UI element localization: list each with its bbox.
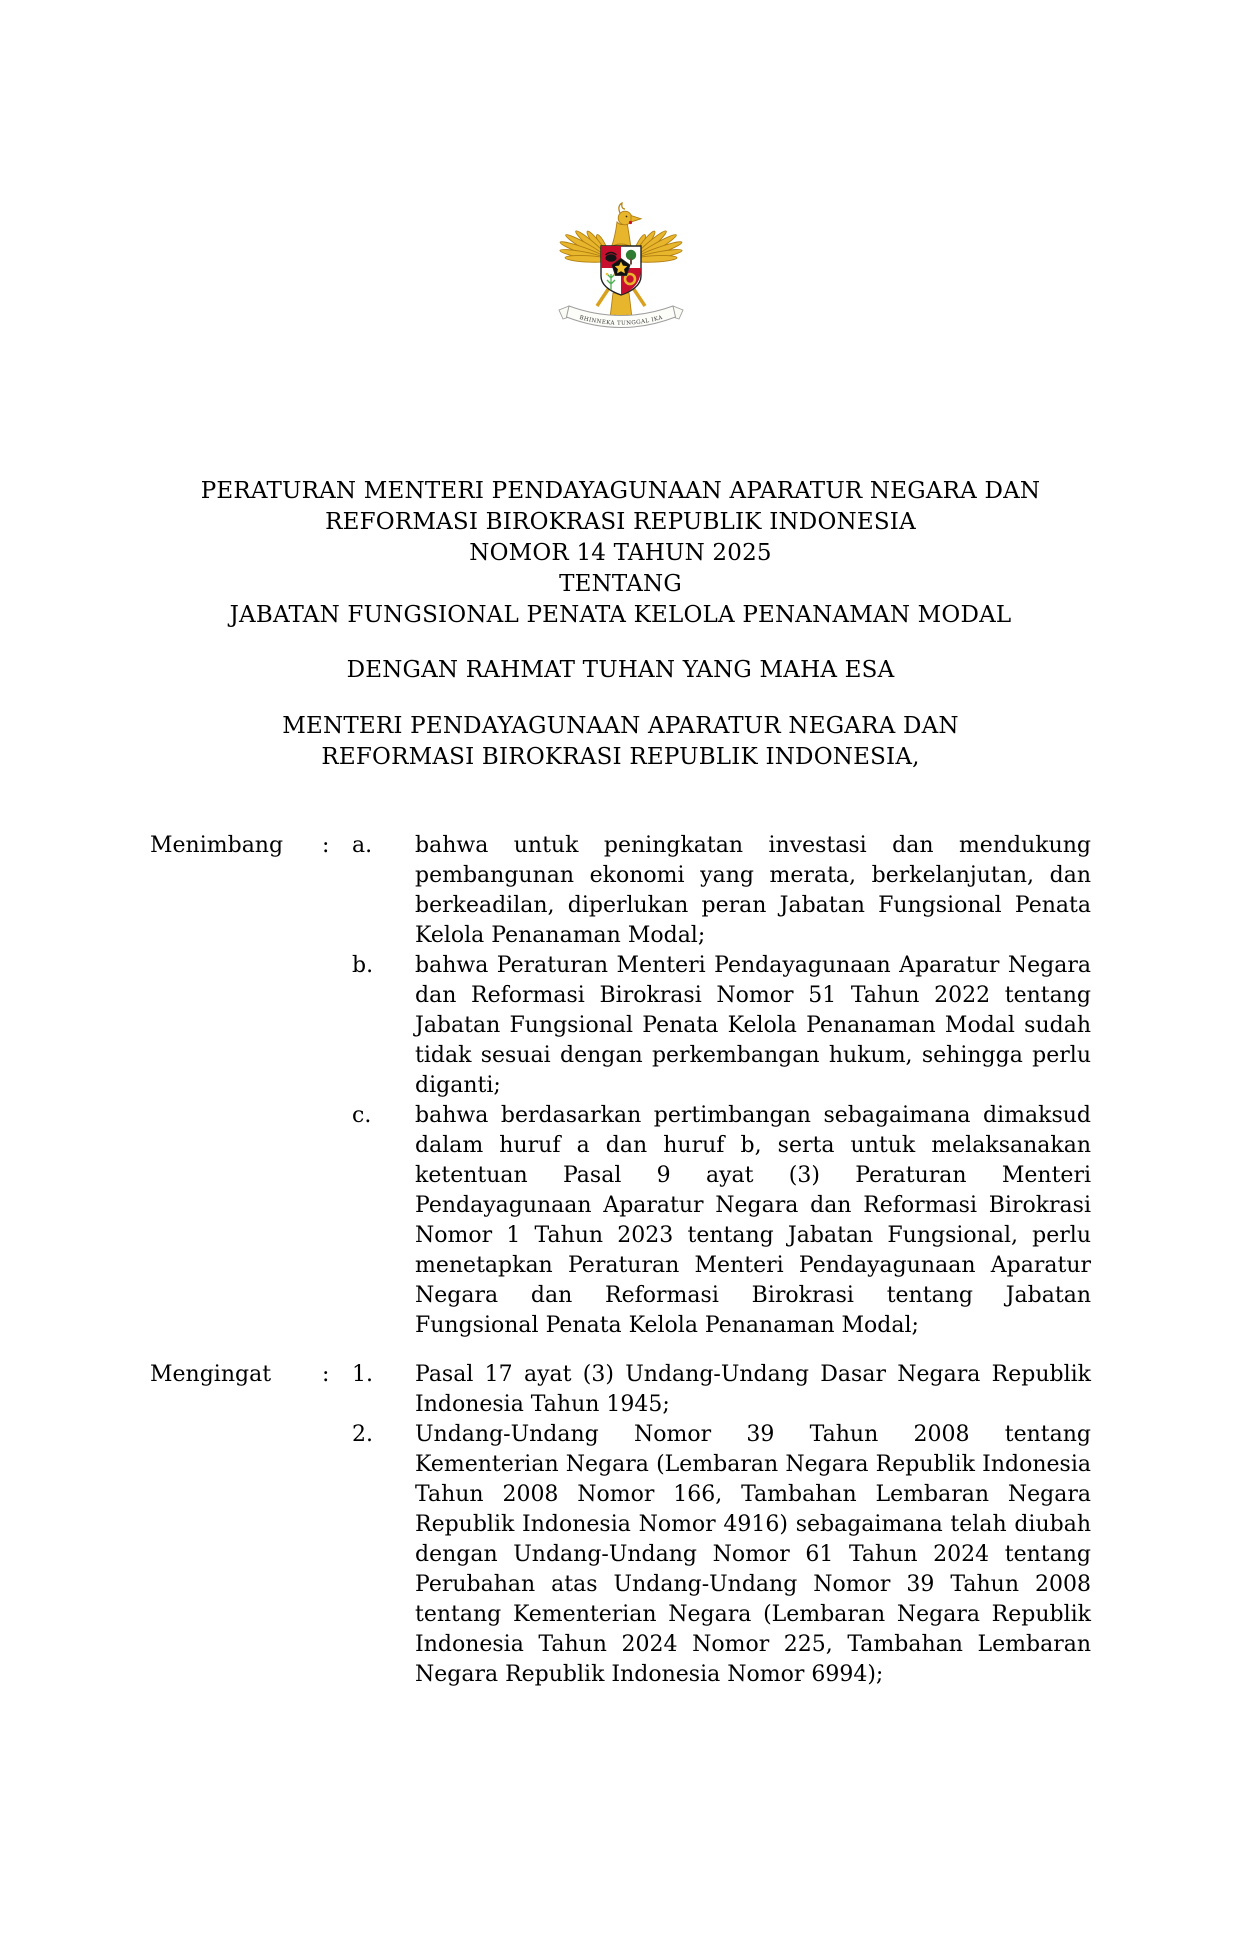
- regulation-title: [0, 476, 1241, 631]
- item-marker: a.: [352, 833, 373, 858]
- authority-line-2: REFORMASI BIROKRASI REPUBLIK INDONESIA,: [321, 744, 920, 770]
- garuda-pancasila-icon: [555, 198, 687, 348]
- item-marker: b.: [352, 953, 374, 978]
- title-line-tentang: TENTANG: [559, 571, 682, 597]
- item-text: Pasal 17 ayat (3) Undang-Undang Dasar Negara Republik Indonesia Tahun 1945;: [415, 1362, 1091, 1417]
- mengingat-items: [352, 1360, 1091, 1690]
- menimbang-label: Menimbang: [150, 833, 284, 858]
- document-body: [150, 831, 1091, 1690]
- item-marker: 1.: [352, 1362, 373, 1387]
- menimbang-item-b: [352, 951, 1091, 1101]
- item-text: bahwa Peraturan Menteri Pendayagunaan Aparatur Negara dan Reformasi Birokrasi Nomor 51 Tahun 2022 tentang Jabatan Fungsional Penata Kelola Penanaman Modal sudah tidak sesuai dengan perkembangan hukum, sehingga perlu diganti;: [415, 953, 1091, 1098]
- invocation-line: DENGAN RAHMAT TUHAN YANG MAHA ESA: [346, 657, 895, 683]
- item-marker: c.: [352, 1103, 372, 1128]
- menimbang-colon: :: [322, 833, 330, 858]
- title-line-subject: JABATAN FUNGSIONAL PENATA KELOLA PENANAMAN MODAL: [229, 602, 1012, 628]
- garuda-pancasila-emblem: [0, 0, 1241, 348]
- mengingat-label: Mengingat: [150, 1362, 272, 1387]
- emblem-banner-text: BHINNEKA TUNGGAL IKA: [578, 314, 663, 327]
- issuing-authority: [0, 711, 1241, 773]
- title-line-ministry: PERATURAN MENTERI PENDAYAGUNAAN APARATUR NEGARA DAN: [200, 478, 1041, 504]
- authority-line-1: MENTERI PENDAYAGUNAAN APARATUR NEGARA DAN: [282, 713, 959, 739]
- mengingat-colon: :: [322, 1362, 330, 1387]
- menimbang-item-c: [352, 1101, 1091, 1341]
- item-text: Undang-Undang Nomor 39 Tahun 2008 tentang Kementerian Negara (Lembaran Negara Republik Indonesia Tahun 2008 Nomor 166, Tambahan Lembaran Negara Republik Indonesia Nomor 4916) sebagaimana telah diubah dengan Undang-Undang Nomor 61 Tahun 2024 tentang Perubahan atas Undang-Undang Nomor 39 Tahun 2008 tentang Kementerian Negara (Lembaran Negara Republik Indonesia Tahun 2024 Nomor 225, Tambahan Lembaran Negara Republik Indonesia Nomor 6994);: [415, 1422, 1091, 1687]
- item-marker: 2.: [352, 1422, 373, 1447]
- title-line-number: NOMOR 14 TAHUN 2025: [469, 540, 772, 566]
- mengingat-item-1: [352, 1360, 1091, 1420]
- mengingat-section: [150, 1360, 1091, 1690]
- menimbang-item-a: [352, 831, 1091, 951]
- item-text: bahwa untuk peningkatan investasi dan mendukung pembangunan ekonomi yang merata, berkelanjutan, dan berkeadilan, diperlukan peran Jabatan Fungsional Penata Kelola Penanaman Modal;: [415, 833, 1091, 948]
- menimbang-section: [150, 831, 1091, 1341]
- mengingat-item-2: [352, 1420, 1091, 1690]
- item-text: bahwa berdasarkan pertimbangan sebagaimana dimaksud dalam huruf a dan huruf b, serta untuk melaksanakan ketentuan Pasal 9 ayat (3) Peraturan Menteri Pendayagunaan Aparatur Negara dan Reformasi Birokrasi Nomor 1 Tahun 2023 tentang Jabatan Fungsional, perlu menetapkan Peraturan Menteri Pendayagunaan Aparatur Negara dan Reformasi Birokrasi tentang Jabatan Fungsional Penata Kelola Penanaman Modal;: [415, 1103, 1091, 1338]
- menimbang-items: [352, 831, 1091, 1341]
- title-line-ministry-2: REFORMASI BIROKRASI REPUBLIK INDONESIA: [325, 509, 916, 535]
